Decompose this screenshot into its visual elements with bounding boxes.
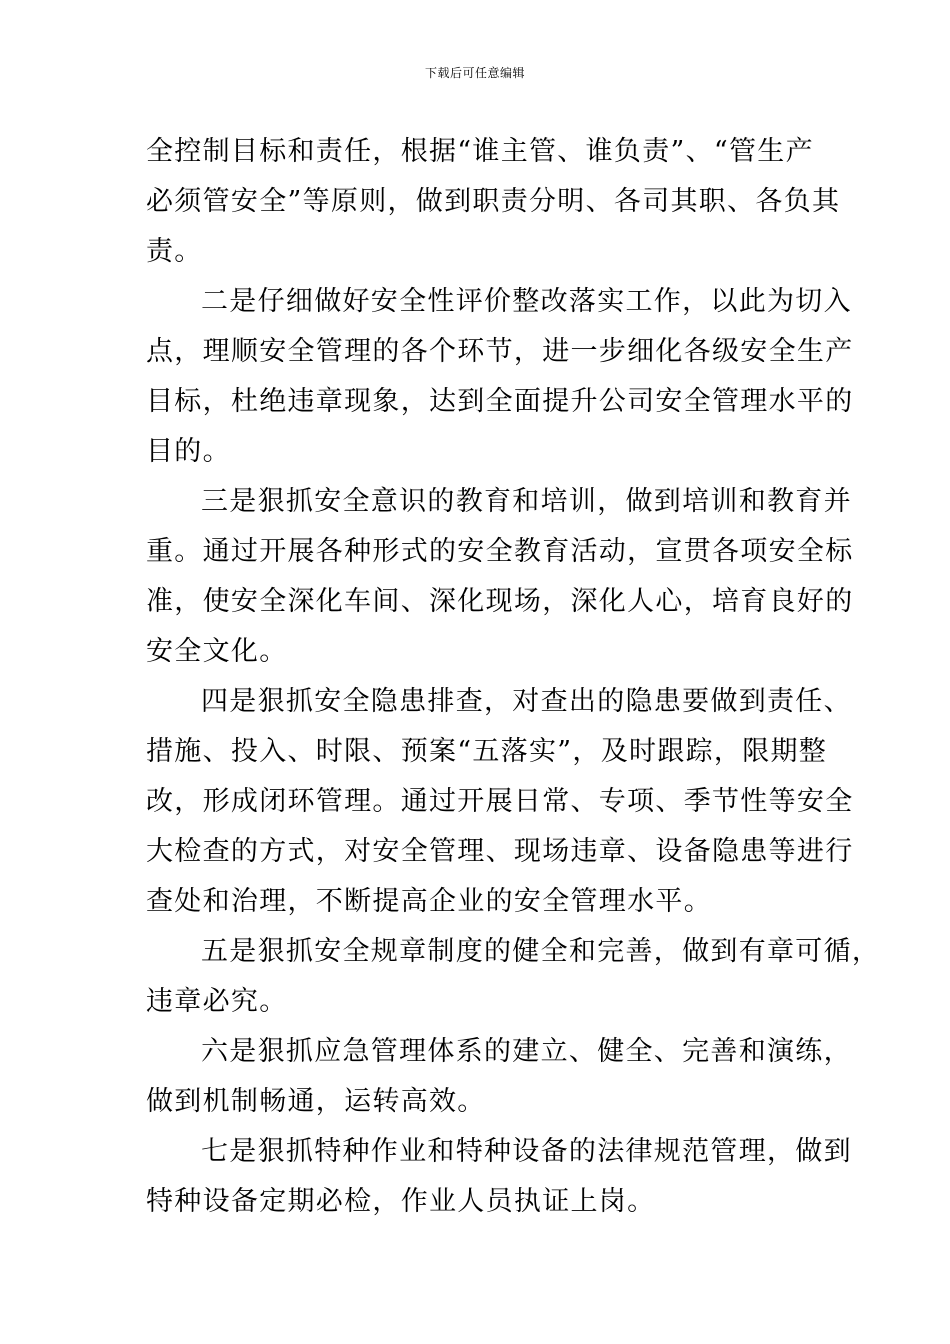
text-line: 安全文化。: [146, 636, 288, 667]
page-header: 下载后可任意编辑: [424, 66, 525, 80]
text-line: 做到机制畅通，运转高效。: [146, 1086, 486, 1117]
text-line: 查处和治理，不断提高企业的安全管理水平。: [146, 886, 712, 917]
text-line: 责。: [146, 236, 203, 267]
text-line: 五是狠抓安全规章制度的健全和完善，做到有章可循，: [201, 936, 881, 967]
text-line: 七是狠抓特种作业和特种设备的法律规范管理，做到: [201, 1136, 852, 1167]
text-line: 目的。: [146, 436, 231, 467]
paragraph-5: [146, 927, 881, 1027]
paragraph-7: [146, 1127, 852, 1227]
text-line: 措施、投入、时限、预案“五落实”，及时跟踪，限期整: [146, 736, 828, 767]
text-line: 重。通过开展各种形式的安全教育活动，宣贯各项安全标: [146, 536, 854, 567]
text-line: 准，使安全深化车间、深化现场，深化人心，培育良好的: [146, 586, 854, 617]
text-line: 六是狠抓应急管理体系的建立、健全、完善和演练，: [201, 1036, 852, 1067]
text-line: 改，形成闭环管理。通过开展日常、专项、季节性等安全: [146, 786, 854, 817]
text-line: 全控制目标和责任，根据“谁主管、谁负责”、“管生产: [146, 136, 814, 167]
paragraph-3: [146, 477, 854, 677]
paragraph-4: [146, 677, 854, 927]
text-line: 违章必究。: [146, 986, 288, 1017]
text-line: 特种设备定期必检，作业人员执证上岗。: [146, 1186, 656, 1217]
text-line: 点，理顺安全管理的各个环节，进一步细化各级安全生产: [146, 336, 854, 367]
text-line: 三是狠抓安全意识的教育和培训，做到培训和教育并: [201, 486, 852, 517]
paragraph-2: [146, 277, 854, 477]
paragraph-1: [146, 127, 841, 277]
document-body: [146, 127, 881, 1227]
text-line: 目标，杜绝违章现象，达到全面提升公司安全管理水平的: [146, 386, 854, 417]
text-line: 大检查的方式，对安全管理、现场违章、设备隐患等进行: [146, 836, 854, 867]
text-line: 二是仔细做好安全性评价整改落实工作，以此为切入: [201, 286, 852, 317]
paragraph-6: [146, 1027, 852, 1127]
text-line: 必须管安全”等原则，做到职责分明、各司其职、各负其: [146, 186, 841, 217]
text-line: 四是狠抓安全隐患排查，对查出的隐患要做到责任、: [201, 686, 852, 717]
